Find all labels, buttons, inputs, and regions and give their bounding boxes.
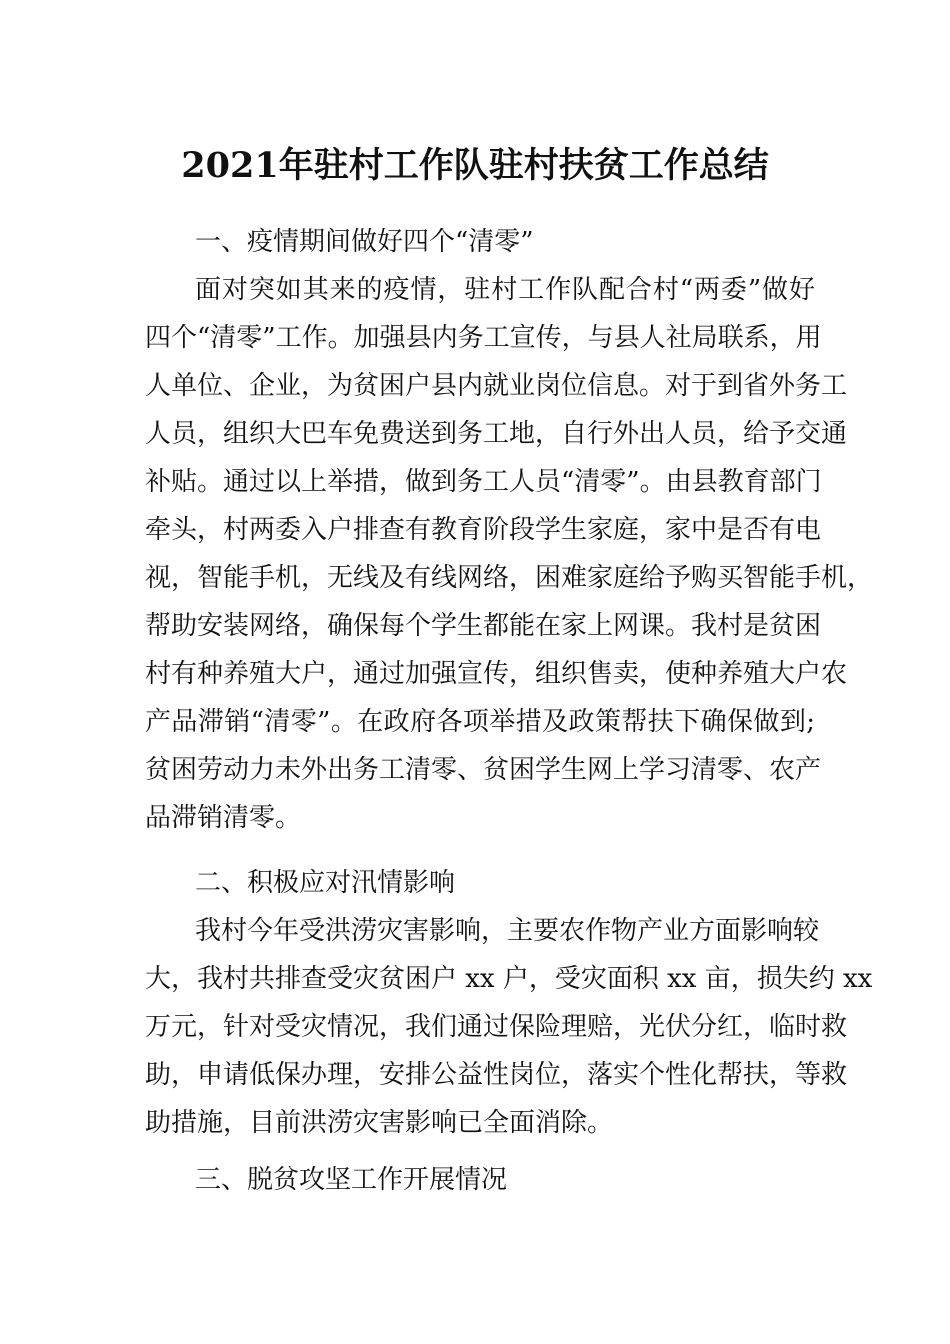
paragraph-line: 人单位、企业，为贫困户县内就业岗位信息。对于到省外务工 bbox=[145, 371, 848, 401]
paragraph-line: 四个“清零”工作。加强县内务工宣传，与县人社局联系，用 bbox=[145, 323, 822, 353]
paragraph-line: 贫困劳动力未外出务工清零、贫困学生网上学习清零、农产 bbox=[145, 755, 822, 785]
paragraph-line: 帮助安装网络，确保每个学生都能在家上网课。我村是贫困 bbox=[145, 611, 822, 641]
paragraph-line: 大，我村共排查受灾贫困户 xx 户，受灾面积 xx 亩，损失约 xx bbox=[145, 964, 873, 994]
document-title: 2021年驻村工作队驻村扶贫工作总结 bbox=[181, 145, 769, 186]
paragraph-line: 品滞销清零。 bbox=[145, 803, 302, 833]
section-heading-3: 三、脱贫攻坚工作开展情况 bbox=[195, 1165, 508, 1195]
paragraph-line: 村有种养殖大户，通过加强宣传，组织售卖，使种养殖大户农 bbox=[145, 659, 848, 689]
paragraph-line: 视，智能手机，无线及有线网络，困难家庭给予购买智能手机， bbox=[145, 563, 874, 593]
paragraph-line: 人员，组织大巴车免费送到务工地，自行外出人员，给予交通 bbox=[145, 419, 848, 449]
paragraph-line: 补贴。通过以上举措，做到务工人员“清零”。由县教育部门 bbox=[145, 467, 822, 497]
paragraph-line: 产品滞销“清零”。在政府各项举措及政策帮扶下确保做到; bbox=[145, 707, 815, 737]
paragraph-line: 牵头，村两委入户排查有教育阶段学生家庭，家中是否有电 bbox=[145, 515, 822, 545]
section-heading-1: 一、疫情期间做好四个“清零” bbox=[195, 227, 534, 257]
paragraph-line: 助，申请低保办理，安排公益性岗位，落实个性化帮扶，等救 bbox=[145, 1060, 848, 1090]
paragraph-line: 我村今年受洪涝灾害影响，主要农作物产业方面影响较 bbox=[195, 916, 820, 946]
paragraph-line: 面对突如其来的疫情，驻村工作队配合村“两委”做好 bbox=[195, 275, 815, 305]
paragraph-line: 助措施，目前洪涝灾害影响已全面消除。 bbox=[145, 1108, 614, 1138]
paragraph-line: 万元，针对受灾情况，我们通过保险理赔，光伏分红，临时救 bbox=[145, 1012, 848, 1042]
section-heading-2: 二、积极应对汛情影响 bbox=[195, 868, 456, 898]
